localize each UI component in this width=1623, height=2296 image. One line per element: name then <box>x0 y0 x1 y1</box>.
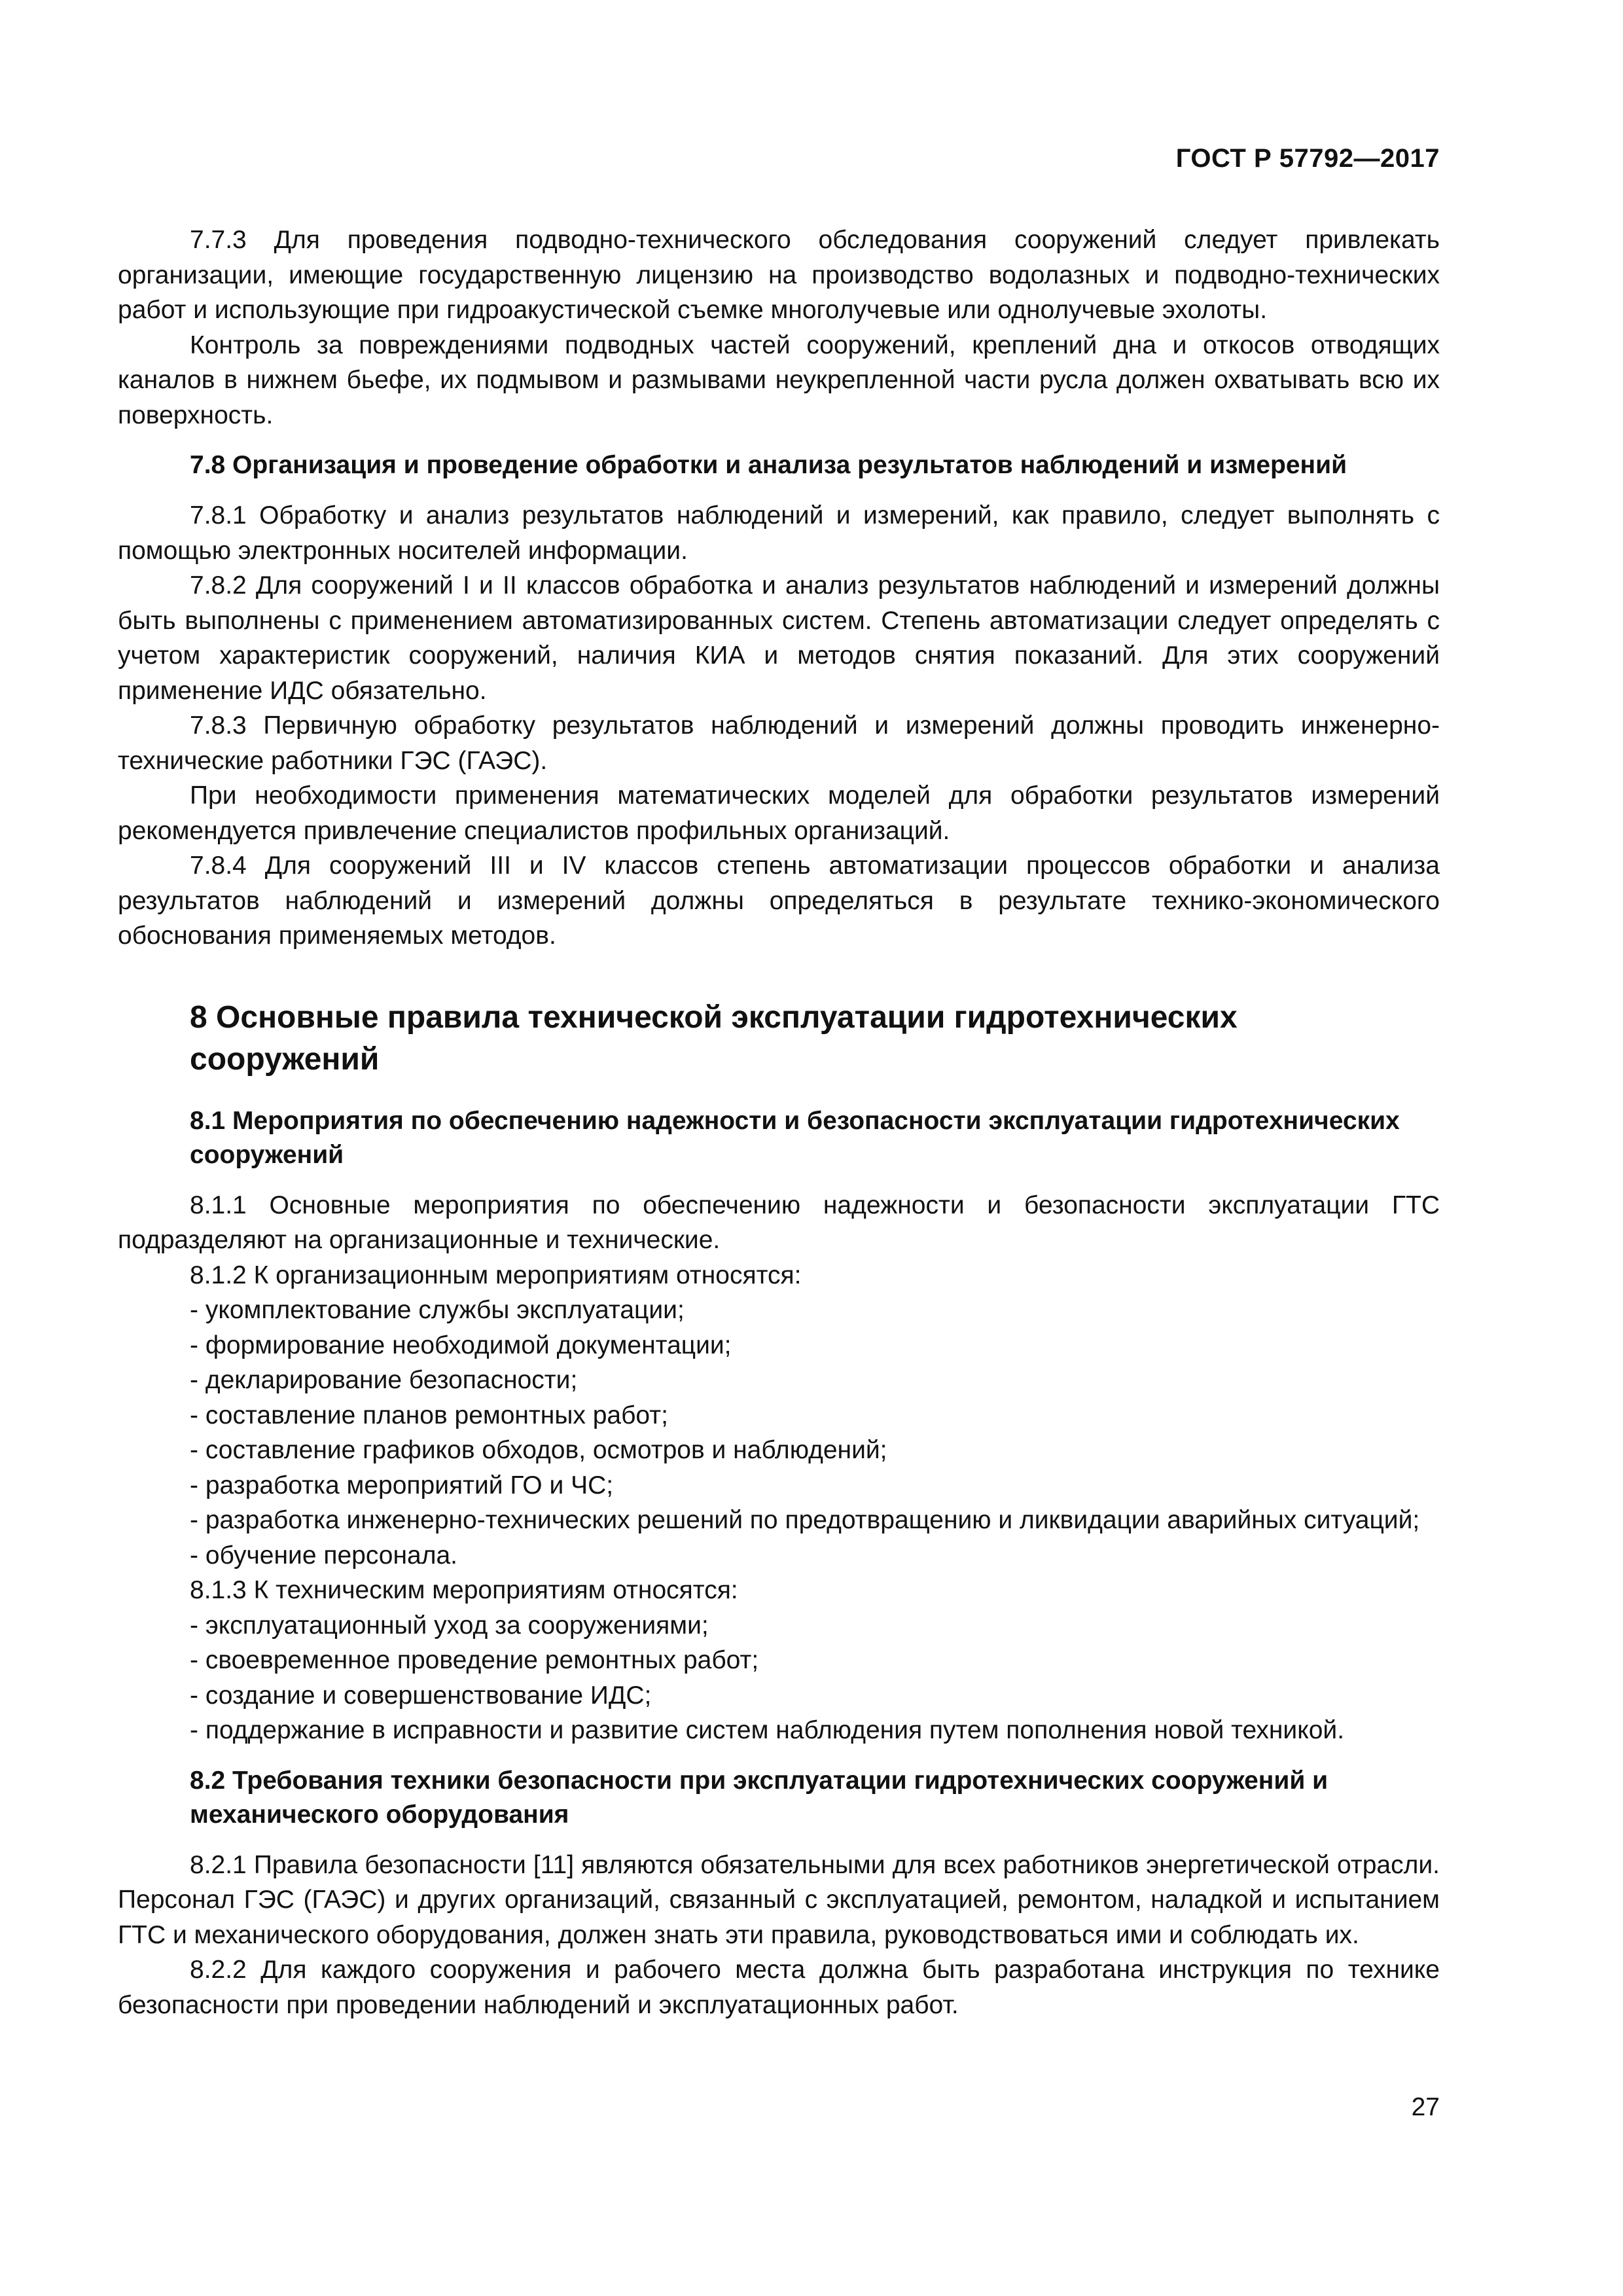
list-item: - укомплектование службы эксплуатации; <box>190 1296 685 1324</box>
list-item: - эксплуатационный уход за сооружениями; <box>190 1611 709 1640</box>
list-item: - составление планов ремонтных работ; <box>190 1401 668 1429</box>
paragraph-7-8-4: 7.8.4 Для сооружений III и IV классов степень автоматизации процессов обработки и анализа результатов наблюдений и измерений должны определяться в результате технико-экономического обоснования применяемых методов. <box>118 852 1440 950</box>
document-page <box>118 0 1440 2296</box>
paragraph-8-2-2: 8.2.2 Для каждого сооружения и рабочего места должна быть разработана инструкция по технике безопасности при проведении наблюдений и эксплуатационных работ. <box>118 1956 1440 2019</box>
paragraph-8-1-3: 8.1.3 К техническим мероприятиям относятся: <box>190 1576 738 1604</box>
document-code-header: ГОСТ Р 57792—2017 <box>1175 144 1440 173</box>
paragraph-7-8-1: 7.8.1 Обработку и анализ результатов наблюдений и измерений, как правило, следует выполнять с помощью электронных носителей информации. <box>118 501 1440 565</box>
heading-8-1: 8.1 Мероприятия по обеспечению надежности и безопасности эксплуатации гидротехнических сооружений <box>190 1106 1400 1169</box>
paragraph-7-8-3: 7.8.3 Первичную обработку результатов наблюдений и измерений должны проводить инженерно-технические работники ГЭС (ГАЭС). <box>118 711 1440 775</box>
list-item: - составление графиков обходов, осмотров и наблюдений; <box>190 1436 887 1464</box>
list-item: - декларирование безопасности; <box>190 1366 578 1394</box>
page-number: 27 <box>1411 2093 1440 2121</box>
paragraph-7-8-2: 7.8.2 Для сооружений I и II классов обработка и анализ результатов наблюдений и измерений должны быть выполнены с применением автоматизированных систем. Степень автоматизации следует определять с учетом характеристик сооружений, наличия КИА и методов снятия показаний. Для этих сооружений применение ИДС обязательно. <box>118 571 1440 705</box>
list-item: - разработка мероприятий ГО и ЧС; <box>190 1471 614 1499</box>
list-item: - создание и совершенствование ИДС; <box>190 1681 652 1710</box>
paragraph-8-1-1: 8.1.1 Основные мероприятия по обеспечению надежности и безопасности эксплуатации ГТС подразделяют на организационные и технические. <box>118 1191 1440 1254</box>
list-item: - формирование необходимой документации; <box>190 1331 732 1359</box>
heading-7-8: 7.8 Организация и проведение обработки и анализа результатов наблюдений и измерений <box>190 451 1347 479</box>
heading-8-2: 8.2 Требования техники безопасности при эксплуатации гидротехнических сооружений и механического оборудования <box>190 1766 1329 1829</box>
section-heading-8: 8 Основные правила технической эксплуатации гидротехнических сооружений <box>190 999 1238 1077</box>
list-item: - обучение персонала. <box>190 1541 457 1570</box>
paragraph-7-7-3: 7.7.3 Для проведения подводно-технического обследования сооружений следует привлекать организации, имеющие государственную лицензию на производство водолазных и подводно-технических работ и использующие при гидроакустической съемке многолучевые или однолучевые эхолоты. <box>118 226 1440 324</box>
list-item: - разработка инженерно-технических решений по предотвращению и ликвидации аварийных ситуаций; <box>190 1506 1420 1534</box>
paragraph-math-models: При необходимости применения математических моделей для обработки результатов измерений рекомендуется привлечение специалистов профильных организаций. <box>118 781 1440 845</box>
list-item: - поддержание в исправности и развитие систем наблюдения путем пополнения новой техникой. <box>190 1716 1345 1744</box>
paragraph-8-1-2: 8.1.2 К организационным мероприятиям относятся: <box>190 1261 802 1289</box>
list-item: - своевременное проведение ремонтных работ; <box>190 1646 759 1674</box>
paragraph-8-2-1: 8.2.1 Правила безопасности [11] являются обязательными для всех работников энергетической отрасли. Персонал ГЭС (ГАЭС) и других организаций, связанный с эксплуатацией, ремонтом, наладкой и испытанием ГТС и механического оборудования, должен знать эти правила, руководствоваться ими и соблюдать их. <box>118 1850 1440 1949</box>
paragraph-control: Контроль за повреждениями подводных частей сооружений, креплений дна и откосов отводящих каналов в нижнем бьефе, их подмывом и размывами неукрепленной части русла должен охватывать всю их поверхность. <box>118 331 1440 429</box>
document-body <box>118 223 1440 2022</box>
